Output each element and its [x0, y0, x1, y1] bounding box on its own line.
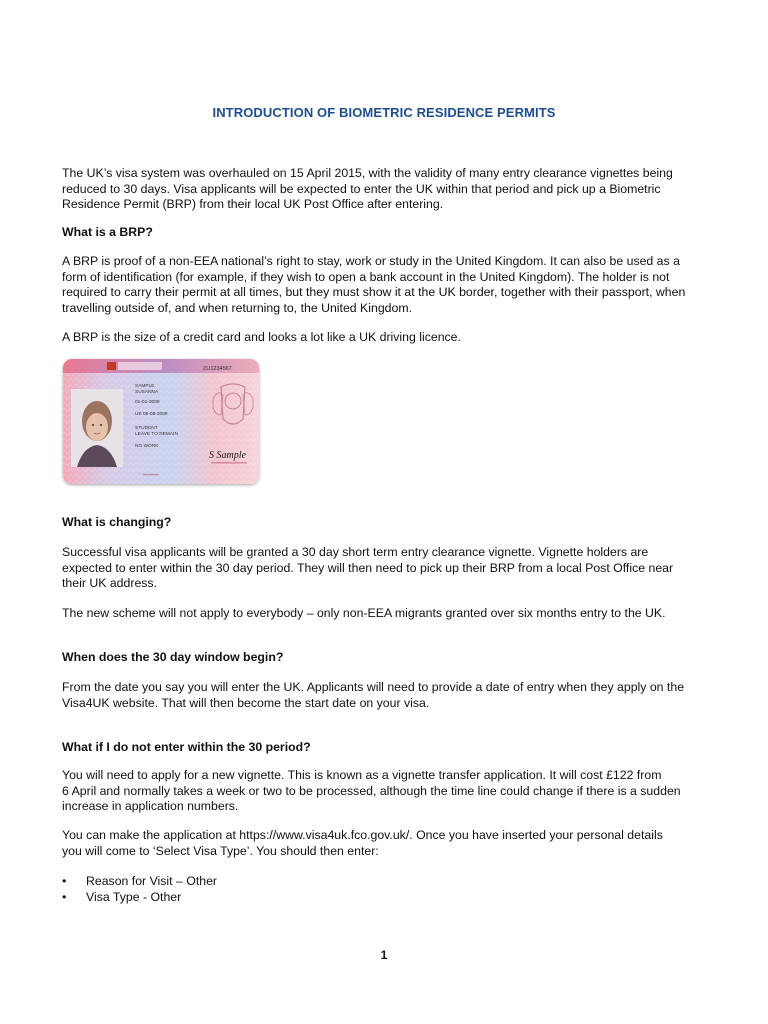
heading-not-enter: What if I do not enter within the 30 period? [62, 740, 311, 754]
brp-name-1: SAMPLE [135, 384, 155, 389]
changing-line-3: their UK address. [62, 576, 158, 590]
bullet-icon: • [62, 874, 67, 888]
intro-line-1: The UK’s visa system was overhauled on 15 April 2015, with the validity of many entry clearance vignettes being [62, 166, 673, 180]
application-line-2: you will come to ‘Select Visa Type’. You should then enter: [62, 843, 379, 858]
scheme-paragraph: The new scheme will not apply to everybody – only non-EEA migrants granted over six months entry to the UK. [62, 606, 666, 620]
not-enter-line-3: increase in application numbers. [62, 799, 239, 813]
intro-line-3: Residence Permit (BRP) from their local UK Post Office after entering. [62, 197, 444, 211]
changing-paragraph [62, 545, 712, 592]
brp-date-1: 01-01-2009 [135, 400, 160, 405]
changing-line-1: Successful visa applicants will be granted a 30 day short term entry clearance vignette. Vignette holders are [62, 545, 649, 559]
bullet-icon: • [62, 890, 67, 904]
brp-size-paragraph: A BRP is the size of a credit card and looks a lot like a UK driving licence. [62, 330, 461, 344]
not-enter-line-1: You will need to apply for a new vignette. This is known as a vignette transfer application. It will cost £122 from [62, 768, 662, 782]
heading-window-begin: When does the 30 day window begin? [62, 650, 284, 664]
not-enter-line-2: 6 April and normally takes a week or two to be processed, although the time line could change if there is a sudden [62, 783, 681, 798]
page-title: INTRODUCTION OF BIOMETRIC RESIDENCE PERMITS [212, 105, 556, 120]
visa-type-list [62, 873, 217, 905]
application-line-1: You can make the application at https://www.visa4uk.fco.gov.uk/. Once you have inserted your personal details [62, 828, 663, 842]
brp-type: STUDENT [135, 426, 158, 431]
heading-what-is-changing: What is changing? [62, 515, 172, 529]
application-paragraph [62, 828, 712, 859]
intro-line-2: reduced to 30 days. Visa applicants will be expected to enter the UK within that period and pick up a Biometric [62, 181, 661, 196]
brp-work: NO WORK [135, 444, 159, 449]
not-enter-paragraph [62, 768, 712, 815]
brp-name-2: SUSANNA [135, 390, 159, 395]
intro-paragraph [62, 166, 712, 213]
list-item: • Reason for Visit – Other [62, 874, 218, 888]
window-line-2: Visa4UK website. That will then become the start date on your visa. [62, 695, 430, 710]
brp-line-1: A BRP is proof of a non-EEA national’s right to stay, work or study in the United Kingdom. It can also be used as a [62, 254, 680, 268]
changing-line-2: expected to enter within the 30 day period. They will then need to pick up their BRP from a local Post Office near [62, 560, 674, 575]
brp-remark: LEAVE TO REMAIN [135, 432, 178, 437]
window-paragraph [62, 680, 712, 711]
brp-date-2: UK 06-06-2009 [135, 412, 168, 417]
brp-line-3: required to carry their permit at all times, but they must show it at the UK border, together with their passport, when [62, 285, 686, 299]
brp-card-number: ZU1234567 [203, 366, 232, 372]
list-item: • Visa Type - Other [62, 890, 182, 904]
page-number: 1 [380, 948, 388, 962]
brp-line-4: travelling outside of, and when returning to, the United Kingdom. [62, 300, 412, 315]
brp-signature: S Sample [209, 450, 246, 461]
heading-what-is-brp: What is a BRP? [62, 225, 153, 239]
window-line-1: From the date you say you will enter the UK. Applicants will need to provide a date of entry when they apply on the [62, 680, 685, 694]
brp-paragraph [62, 254, 712, 316]
brp-card-image [63, 359, 259, 484]
brp-line-2: form of identification (for example, if they wish to open a bank account in the United Kingdom). The holder is not [62, 269, 670, 284]
